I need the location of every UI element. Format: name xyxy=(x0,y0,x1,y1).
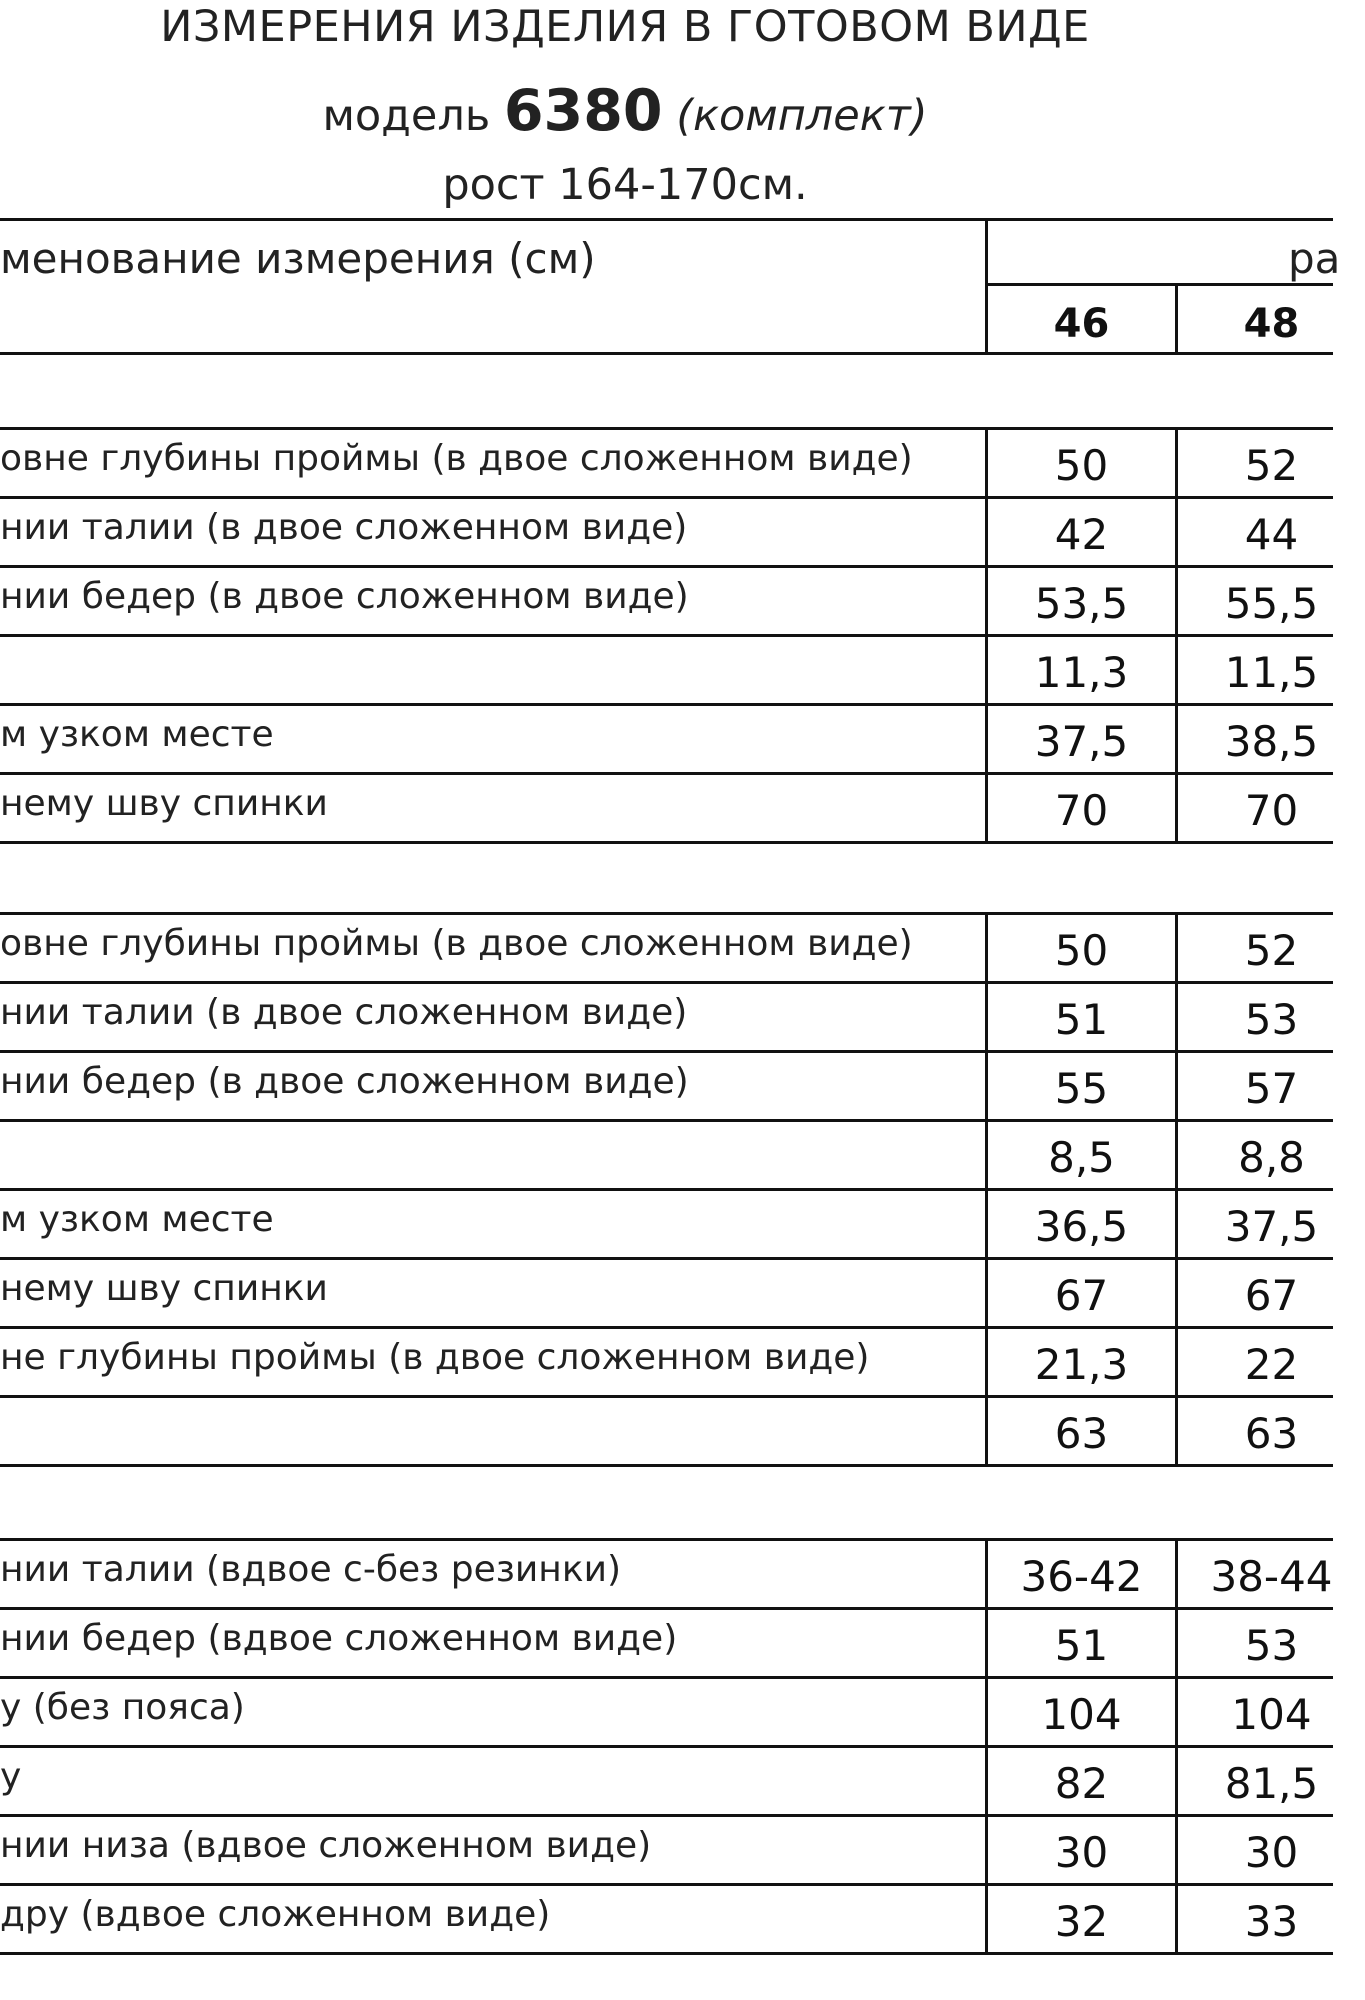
size-value-48: 81,5 xyxy=(1224,1759,1319,1808)
size-value-48: 38-44 xyxy=(1210,1552,1333,1601)
table-rule xyxy=(0,1326,1333,1329)
row-label: нии низа (вдвое сложенном виде) xyxy=(0,1825,652,1866)
document-title: ИЗМЕРЕНИЯ ИЗДЕЛИЯ В ГОТОВОМ ВИДЕ xyxy=(160,2,1090,52)
table-rule xyxy=(0,1814,1333,1817)
row-label: дру (вдвое сложенном виде) xyxy=(0,1894,551,1935)
row-label: нему шву спинки xyxy=(0,1268,328,1309)
size-value-48: 38,5 xyxy=(1224,717,1319,766)
size-value-48: 104 xyxy=(1231,1690,1312,1739)
size-value-48: 63 xyxy=(1244,1409,1299,1458)
size-value-46: 63 xyxy=(1054,1409,1109,1458)
table-rule xyxy=(0,1883,1333,1886)
model-prefix: модель xyxy=(322,91,504,141)
size-header-48: 48 xyxy=(1243,301,1300,347)
table-rule xyxy=(0,1464,1333,1467)
row-label: нии бедер (вдвое сложенном виде) xyxy=(0,1618,678,1659)
size-value-46: 11,3 xyxy=(1034,648,1129,697)
table-rule xyxy=(0,772,1333,775)
column-header-measurement: менование измерения (см) xyxy=(0,234,596,283)
table-rule xyxy=(0,1676,1333,1679)
table-rule xyxy=(0,703,1333,706)
table-rule xyxy=(0,496,1333,499)
row-label: не глубины проймы (в двое сложенном виде) xyxy=(0,1337,870,1378)
model-line xyxy=(0,78,1250,144)
size-value-46: 8,5 xyxy=(1048,1133,1115,1182)
size-value-48: 55,5 xyxy=(1224,579,1319,628)
table-rule xyxy=(0,427,1333,430)
size-value-46: 82 xyxy=(1054,1759,1109,1808)
size-value-46: 51 xyxy=(1054,1621,1109,1670)
size-value-46: 30 xyxy=(1054,1828,1109,1877)
table-rule xyxy=(0,841,1333,844)
size-value-48: 52 xyxy=(1244,441,1299,490)
row-label: м узком месте xyxy=(0,714,274,755)
model-number: 6380 xyxy=(503,78,663,144)
row-label: нии талии (вдвое с-без резинки) xyxy=(0,1549,622,1590)
size-value-46: 55 xyxy=(1054,1064,1109,1113)
size-value-48: 22 xyxy=(1244,1340,1299,1389)
size-value-48: 44 xyxy=(1244,510,1299,559)
table-rule xyxy=(0,634,1333,637)
size-group-header: ра xyxy=(1288,234,1341,283)
size-value-46: 104 xyxy=(1041,1690,1122,1739)
size-value-46: 50 xyxy=(1054,441,1109,490)
size-value-48: 33 xyxy=(1244,1897,1299,1946)
table-rule xyxy=(0,1050,1333,1053)
size-value-46: 21,3 xyxy=(1034,1340,1129,1389)
size-value-48: 57 xyxy=(1244,1064,1299,1113)
row-label: у (без пояса) xyxy=(0,1687,245,1728)
size-value-46: 70 xyxy=(1054,786,1109,835)
size-value-46: 50 xyxy=(1054,926,1109,975)
row-label: овне глубины проймы (в двое сложенном виде) xyxy=(0,923,913,964)
size-value-48: 67 xyxy=(1244,1271,1299,1320)
row-label: нему шву спинки xyxy=(0,783,328,824)
table-rule xyxy=(0,912,1333,915)
row-label: у xyxy=(0,1756,22,1797)
table-rule xyxy=(0,218,1333,221)
size-value-48: 70 xyxy=(1244,786,1299,835)
row-label: нии талии (в двое сложенном виде) xyxy=(0,507,688,548)
row-label: нии бедер (в двое сложенном виде) xyxy=(0,1061,689,1102)
size-value-46: 67 xyxy=(1054,1271,1109,1320)
size-value-48: 37,5 xyxy=(1224,1202,1319,1251)
height-range: рост 164-170см. xyxy=(442,160,808,210)
table-rule xyxy=(0,352,1333,355)
table-rule xyxy=(985,283,1333,286)
size-value-46: 42 xyxy=(1054,510,1109,559)
row-label: овне глубины проймы (в двое сложенном виде) xyxy=(0,438,913,479)
size-value-48: 53 xyxy=(1244,995,1299,1044)
table-rule xyxy=(0,1257,1333,1260)
size-value-48: 53 xyxy=(1244,1621,1299,1670)
size-value-48: 11,5 xyxy=(1224,648,1319,697)
table-rule xyxy=(0,981,1333,984)
table-rule xyxy=(0,1952,1333,1955)
size-value-48: 52 xyxy=(1244,926,1299,975)
row-label: нии талии (в двое сложенном виде) xyxy=(0,992,688,1033)
table-rule xyxy=(0,1188,1333,1191)
table-rule xyxy=(0,1395,1333,1398)
size-value-48: 30 xyxy=(1244,1828,1299,1877)
size-value-46: 51 xyxy=(1054,995,1109,1044)
row-label: нии бедер (в двое сложенном виде) xyxy=(0,576,689,617)
table-rule xyxy=(0,1745,1333,1748)
size-value-46: 37,5 xyxy=(1034,717,1129,766)
table-rule xyxy=(0,1119,1333,1122)
size-value-46: 36,5 xyxy=(1034,1202,1129,1251)
size-value-46: 36-42 xyxy=(1020,1552,1143,1601)
row-label: м узком месте xyxy=(0,1199,274,1240)
table-rule xyxy=(0,1607,1333,1610)
table-rule xyxy=(0,565,1333,568)
size-value-48: 8,8 xyxy=(1238,1133,1305,1182)
size-value-46: 32 xyxy=(1054,1897,1109,1946)
model-set-note: (комплект) xyxy=(676,91,928,141)
size-header-46: 46 xyxy=(1053,301,1110,347)
size-value-46: 53,5 xyxy=(1034,579,1129,628)
table-rule xyxy=(0,1538,1333,1541)
